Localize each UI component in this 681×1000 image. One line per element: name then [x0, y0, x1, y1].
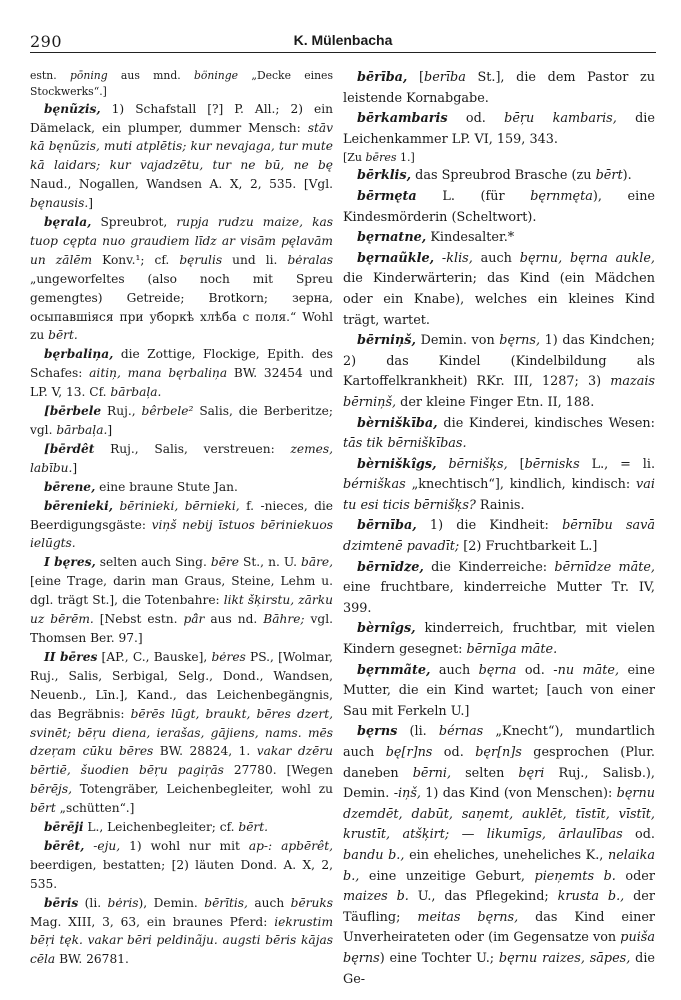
- dictionary-entry: [343, 331, 655, 413]
- dictionary-entry: [343, 516, 655, 557]
- italic-text: mazais bērniņš,: [343, 374, 655, 410]
- entry-text: Konv.¹; cf.: [92, 252, 180, 267]
- italic-text: vakar dzēru bērtiē, šuodien bēŗu pagiŗās: [30, 744, 333, 778]
- italic-text: böninge: [193, 69, 239, 82]
- entry-text: PS., [Wolmar, Ruj., Salis, Serbigal, Selg., Dond., Wandsen, Neuenb., Līn.], Kand., das Leichenbegängnis, das Begräbnis:: [30, 649, 333, 721]
- entry-text: auch: [472, 250, 520, 266]
- italic-text: bērītis,: [204, 895, 248, 910]
- italic-text: likt šķirstu, zārku uz bērēm.: [30, 593, 333, 627]
- entry-text: ]: [107, 423, 113, 437]
- headword: bērnīdze,: [357, 559, 424, 575]
- headword: bērnība,: [357, 518, 417, 534]
- italic-text: nelaika b.,: [343, 847, 655, 884]
- headword: bērene,: [44, 479, 96, 494]
- entry-text: [Zu: [343, 151, 366, 165]
- italic-text: bęrnmęta: [530, 188, 593, 204]
- headword: [bērbele: [44, 404, 102, 419]
- italic-text: viņš nebij īstuos bēriniekuos ielūgts.: [30, 517, 333, 551]
- page-header: [30, 30, 656, 52]
- dictionary-entry: [343, 455, 655, 517]
- italic-text: bérnas: [438, 724, 484, 740]
- entry-text: BW. 28824, 1.: [153, 744, 257, 759]
- italic-text: vai tu esi ticis bērnišķs?: [343, 477, 655, 513]
- italic-text: bērt.: [238, 820, 269, 835]
- italic-text: meitas bęrns,: [417, 909, 519, 925]
- italic-text: bērnišķs,: [448, 456, 508, 472]
- entry-text: estn.: [30, 69, 70, 82]
- entry-text: (li.: [78, 895, 108, 910]
- headword: bērêt,: [44, 838, 85, 853]
- italic-text: pä̂r: [183, 612, 205, 627]
- dictionary-entry: [343, 68, 655, 109]
- headword: bęrnmãte,: [357, 662, 431, 678]
- entry-text: [84, 839, 93, 853]
- entry-text: ]: [88, 196, 94, 211]
- headword: bèrnîgs,: [357, 621, 416, 637]
- dictionary-entry: [343, 228, 655, 249]
- headword: bērmęta: [357, 188, 417, 204]
- italic-text: Bāhre;: [263, 612, 305, 627]
- entry-text: od.: [516, 662, 554, 678]
- right-column: [343, 68, 655, 988]
- entry-text: der Täufling;: [343, 889, 655, 925]
- entry-text: die Kinderwärterin; das Kind (ein Mädchen oder ein Knabe), welches ein kleines Kind trägt, wartet.: [343, 271, 655, 328]
- italic-text: -nu māte,: [553, 662, 620, 678]
- italic-text: bērnisks: [524, 456, 580, 472]
- entry-text: Rainis.: [475, 497, 525, 513]
- dictionary-entry: [30, 478, 333, 497]
- italic-text: ap-: apbērêt,: [248, 838, 333, 853]
- entry-text: Ruj., Salis, verstreuen:: [94, 441, 291, 456]
- italic-text: zemes, labību.: [30, 441, 333, 475]
- entry-text: U., das Pflegekind;: [408, 889, 558, 905]
- italic-text: bērt: [30, 801, 56, 816]
- entry-text: eine unzeitige Geburt,: [359, 868, 535, 884]
- entry-text: Spreubrot,: [91, 215, 177, 230]
- entry-text: kinderreich, fruchtbar, mit vielen Kindern gesegnet:: [343, 621, 655, 658]
- reference-note: [30, 68, 333, 100]
- entry-text: Mag. XIII, 3, 63, ein braunes Pferd:: [30, 914, 275, 929]
- entry-text: [437, 457, 449, 472]
- entry-text: eine Mutter, die ein Kind wartet; [auch von einer Sau mit Ferkeln U.]: [343, 662, 655, 719]
- entry-text: „knechtisch“], kindlich, kindisch:: [405, 477, 637, 493]
- italic-text: bęrna: [478, 662, 517, 678]
- italic-text: pōning: [69, 69, 108, 82]
- italic-text: bērt.: [48, 328, 78, 343]
- italic-text: bēŗu kambaris,: [504, 111, 617, 127]
- headword: bęnũzis,: [44, 101, 101, 116]
- entry-text: [eine Trage, darin man Graus, Steine, Lehm u. dgl. trägt St.], die Totenbahre:: [30, 574, 333, 608]
- entry-text: die Leichenkammer LP. VI, 159, 343.: [343, 111, 655, 147]
- headword: bęrnaũkle,: [357, 250, 435, 266]
- left-column: [30, 68, 333, 988]
- italic-text: -iņš,: [393, 786, 421, 802]
- italic-text: bērēs lūgt, braukt, bēres dzert, svinēt; bēŗu diena, ierašas, gājiens, nams. mēs dzeŗam cūku bēres: [30, 706, 333, 759]
- italic-text: bērnīga māte.: [466, 642, 558, 658]
- entry-text: ), Demin.: [138, 895, 205, 910]
- dictionary-entry: [30, 648, 333, 818]
- entry-text: Ruj., Salisb.), Demin.: [343, 765, 655, 802]
- entry-text: Naud., Nogallen, Wandsen A. X, 2, 535. [Vgl.: [30, 177, 333, 192]
- entry-text: St.], die dem Pastor zu leistende Kornabgabe.: [343, 70, 655, 106]
- entry-text: BW. 32454 und LP. V, 13. Cf.: [30, 366, 333, 400]
- italic-text: bērt: [595, 168, 623, 184]
- entry-text: Kindesalter.*: [426, 230, 515, 246]
- italic-text: -eju,: [93, 838, 121, 853]
- italic-text: puiša bęrns: [343, 930, 655, 966]
- headword: bērēji: [44, 820, 84, 835]
- entry-text: BW. 26781.: [55, 952, 129, 967]
- italic-text: bėris: [107, 895, 139, 910]
- entry-text: f. -nieces, die Beerdigungsgäste:: [30, 498, 333, 532]
- dictionary-entry: [343, 722, 655, 988]
- page-number: 290: [30, 32, 63, 51]
- entry-text: 1) das Kind (von Menschen):: [420, 786, 617, 802]
- entry-text: 1) Schafstall [?] P. All.; 2) ein Dämelack, ein plumper, dummer Mensch:: [30, 101, 333, 135]
- entry-text: od.: [622, 827, 655, 843]
- headword: bērklis,: [357, 168, 412, 184]
- entry-text: oder: [615, 868, 655, 884]
- entry-text: „schütten“.]: [55, 801, 135, 816]
- italic-text: bārbaļa.: [56, 423, 108, 437]
- entry-text: Demin. von: [415, 333, 500, 349]
- italic-text: bērējs,: [30, 782, 72, 797]
- dictionary-entry: [30, 345, 333, 402]
- entry-text: 1) die Kindheit:: [416, 518, 563, 534]
- dictionary-entry: [30, 213, 333, 345]
- entry-text: [: [407, 70, 425, 85]
- entry-text: die Ge-: [343, 950, 655, 987]
- dictionary-entry: [343, 558, 655, 620]
- entry-text: [: [507, 456, 525, 472]
- dictionary-entry: [30, 497, 333, 554]
- entry-text: od.: [447, 111, 505, 127]
- dictionary-entry: [30, 440, 333, 478]
- entry-text: das Spreubrod Brasche (zu: [411, 168, 596, 184]
- italic-text: bęrnu, bęrna aukle,: [519, 250, 655, 266]
- entry-text: od.: [432, 745, 476, 760]
- entry-text: ), eine Kindesmörderin (Scheltwort).: [343, 188, 655, 225]
- headword: bęrala,: [44, 215, 92, 230]
- italic-text: bērnību savā dzimtenē pavadīt;: [343, 518, 655, 555]
- italic-text: bęr[n]s: [475, 745, 522, 760]
- entry-text: gesprochen (Plur. daneben: [343, 745, 655, 781]
- entry-text: St., n. U.: [238, 555, 302, 570]
- italic-text: bęrns,: [499, 333, 541, 349]
- entry-text: Salis, die Berberitze; vgl.: [30, 404, 333, 437]
- entry-text: Ruj.,: [101, 404, 142, 419]
- italic-text: maizes b.: [343, 889, 409, 905]
- entry-text: [2) Fruchtbarkeit L.]: [459, 539, 598, 555]
- italic-text: bērinieki, bērnieki,: [119, 498, 240, 513]
- headword: bęrnatne,: [357, 230, 427, 246]
- italic-text: berība: [424, 70, 466, 85]
- dictionary-entry: [30, 553, 333, 648]
- headword: I bęres,: [44, 555, 96, 570]
- italic-text: bandu b.,: [343, 847, 405, 863]
- entry-text: der kleine Finger Etn. II, 188.: [396, 394, 595, 410]
- italic-text: tās tik bērniškības.: [343, 436, 467, 452]
- italic-text: bēruks: [290, 895, 333, 910]
- entry-text: ) eine Tochter U.;: [379, 950, 499, 966]
- headword: bērkambaris: [357, 111, 448, 127]
- italic-text: bērnīdze māte,: [554, 559, 655, 575]
- entry-text: vgl. Thomsen Ber. 97.]: [30, 612, 333, 645]
- running-head: K. Mülenbacha: [293, 32, 393, 48]
- italic-text: bēres: [365, 151, 397, 165]
- entry-text: und li.: [222, 252, 288, 267]
- italic-text: stāv kā bęnũzis, muti atplētis; kur nevajaga, tur mute kā laidars; kur vajadzētu, tur ne bū, ne bę: [30, 120, 333, 173]
- dictionary-entry: [343, 166, 655, 187]
- dictionary-entry: [30, 818, 333, 837]
- entry-text: eine fruchtbare, kinderreiche Mutter Tr. IV, 399.: [343, 580, 655, 616]
- entry-text: aus nd.: [204, 612, 264, 627]
- entry-text: 1.]: [396, 151, 415, 165]
- italic-text: iekrustim bēŗi tęk. vakar bēri peldinãju. augsti bēris kājas cēla: [30, 914, 333, 967]
- italic-text: krusta b.,: [557, 889, 625, 905]
- italic-text: bęnausis.: [30, 196, 89, 211]
- italic-text: bēre: [210, 555, 239, 570]
- italic-text: bęrnu dzemdēt, dabūt, saņemt, auklēt, tīstīt, vīstīt, krustīt, atšķirt; — likumīgs, ārlaulības: [343, 786, 655, 843]
- entry-text: ).: [622, 168, 632, 184]
- entry-text: „ungeworfeltes (also noch mit Spreu gemengtes) Getreide; Brotkorn; зерна, осыпавшiяся при уборкѣ хлѣба с поля.“ Wohl zu: [30, 271, 333, 343]
- entry-text: [434, 251, 442, 266]
- dictionary-entry: [343, 619, 655, 660]
- italic-text: bérniškas: [343, 477, 406, 493]
- italic-text: bęrulis: [179, 252, 223, 267]
- entry-text: „Knecht“), mundartlich auch: [343, 724, 655, 760]
- italic-text: bāre,: [301, 555, 333, 570]
- entry-text: „Decke eines Stockwerks“.]: [30, 69, 333, 98]
- entry-text: 27780. [Wegen: [223, 763, 333, 778]
- entry-text: (li.: [397, 724, 439, 740]
- italic-text: aitiņ, mana bęrbaliņa: [89, 366, 228, 381]
- reference-note: [343, 150, 655, 166]
- italic-text: bėres: [211, 649, 246, 664]
- entry-text: aus mnd.: [107, 69, 194, 82]
- dictionary-entry: [30, 100, 333, 213]
- entry-text: auch: [430, 662, 479, 678]
- italic-text: bęri: [518, 765, 545, 781]
- entry-text: 1) das Kindchen; 2) das Kindel (Kindelbildung als Kartoffelkrankheit) RKr. III, 1287; 3): [343, 333, 655, 390]
- entry-text: beerdigen, bestatten; [2) läuten Dond. A. X, 2, 535.: [30, 857, 333, 891]
- entry-text: selten: [451, 765, 519, 781]
- italic-text: bērni,: [412, 765, 452, 781]
- headword: bērība,: [357, 70, 408, 85]
- italic-text: bėralas: [287, 252, 333, 267]
- italic-text: bęrnu raizes, sāpes,: [498, 950, 631, 966]
- dictionary-entry: [343, 109, 655, 150]
- headword: bęrns: [357, 724, 398, 740]
- dictionary-entry: [30, 837, 333, 894]
- headword: bērenieki,: [44, 498, 114, 513]
- entry-text: das Kind einer Unverheirateten oder (im Gegensatze von: [343, 909, 655, 946]
- entry-text: auch: [247, 895, 291, 910]
- entry-text: selten auch Sing.: [95, 555, 211, 570]
- italic-text: bę[r]ns: [385, 745, 433, 760]
- entry-text: [Nebst estn.: [93, 612, 184, 627]
- italic-text: -klis,: [441, 250, 473, 266]
- dictionary-entry: [30, 402, 333, 440]
- dictionary-entry: [30, 894, 333, 970]
- header-rule: [30, 52, 656, 53]
- entry-text: ein eheliches, uneheliches K.,: [404, 847, 608, 863]
- entry-text: ]: [72, 460, 78, 475]
- headword: bēris: [44, 895, 79, 910]
- entry-text: die Kinderei, kindisches Wesen:: [437, 415, 655, 431]
- headword: bèrniškîgs,: [357, 456, 437, 472]
- entry-text: die Kinderreiche:: [423, 559, 555, 575]
- entry-text: die Zottige, Flockige, Epith. des Schafes:: [30, 347, 333, 381]
- headword: [bērdêt: [44, 441, 95, 456]
- italic-text: pieņemts b.: [534, 868, 616, 884]
- headword: bęrbaliņa,: [44, 347, 114, 362]
- entry-text: 1) wohl nur mit: [120, 838, 249, 853]
- entry-text: L. (für: [416, 188, 531, 204]
- entry-text: L., Leichenbegleiter; cf.: [83, 820, 239, 835]
- headword: bērniņš,: [357, 333, 416, 349]
- dictionary-entry: [343, 414, 655, 455]
- entry-text: Totengräber, Leichenbegleiter, wohl zu: [71, 782, 333, 797]
- dictionary-entry: [343, 661, 655, 723]
- entry-text: eine braune Stute Jan.: [95, 479, 238, 494]
- entry-text: L., = li.: [579, 456, 655, 472]
- dictionary-entry: [343, 187, 655, 228]
- dictionary-entry: [343, 249, 655, 331]
- italic-text: rupja rudzu maize, kas tuop cępta nuo graudiem līdz ar visām pęlavām un zālēm: [30, 215, 333, 267]
- italic-text: bārbaļa.: [110, 385, 162, 400]
- headword: II bēres: [44, 649, 98, 664]
- entry-text: [AP., C., Bauske],: [97, 649, 212, 664]
- headword: bèrniškība,: [357, 415, 438, 431]
- italic-text: bêrbele²: [141, 404, 194, 419]
